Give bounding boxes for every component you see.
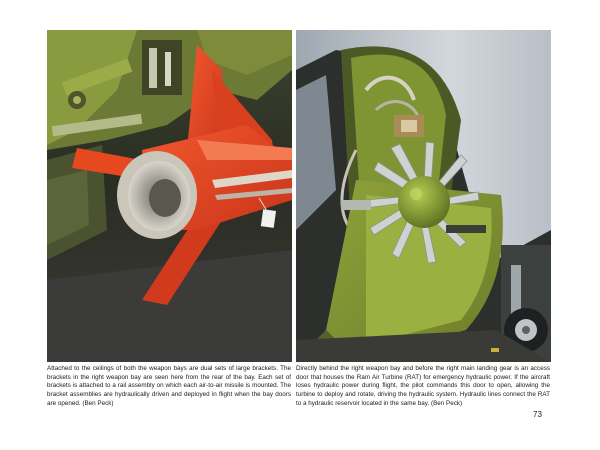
left-photo-caption: Attached to the ceilings of both the weapon bays are dual sets of large brackets. The brackets in the right weapon bay are seen here from the rear of the bay. Each set of brackets is attached to a rail assembly on which each air-to-air missile is mounted. The bracket assemblies are hydraulically driven and deployed in flight when the bay doors are opened. (Ben Peck) [47, 365, 291, 407]
weapon-bay-bracket-photo [47, 30, 292, 362]
right-photo-caption: Directly behind the right weapon bay and before the right main landing gear is an access door that houses the Ram Air Turbine (RAT) for emergency hydraulic power. If the aircraft loses hydraulic power during flight, the pilot commands this door to open, allowing the turbine to deploy and rotate, driving the hydraulic system. Hydraulic lines connect the RAT to a hydraulic reservoir located in the same bay. (Ben Peck) [296, 365, 550, 407]
ram-air-turbine-photo [296, 30, 551, 362]
page-number: 73 [533, 410, 542, 419]
